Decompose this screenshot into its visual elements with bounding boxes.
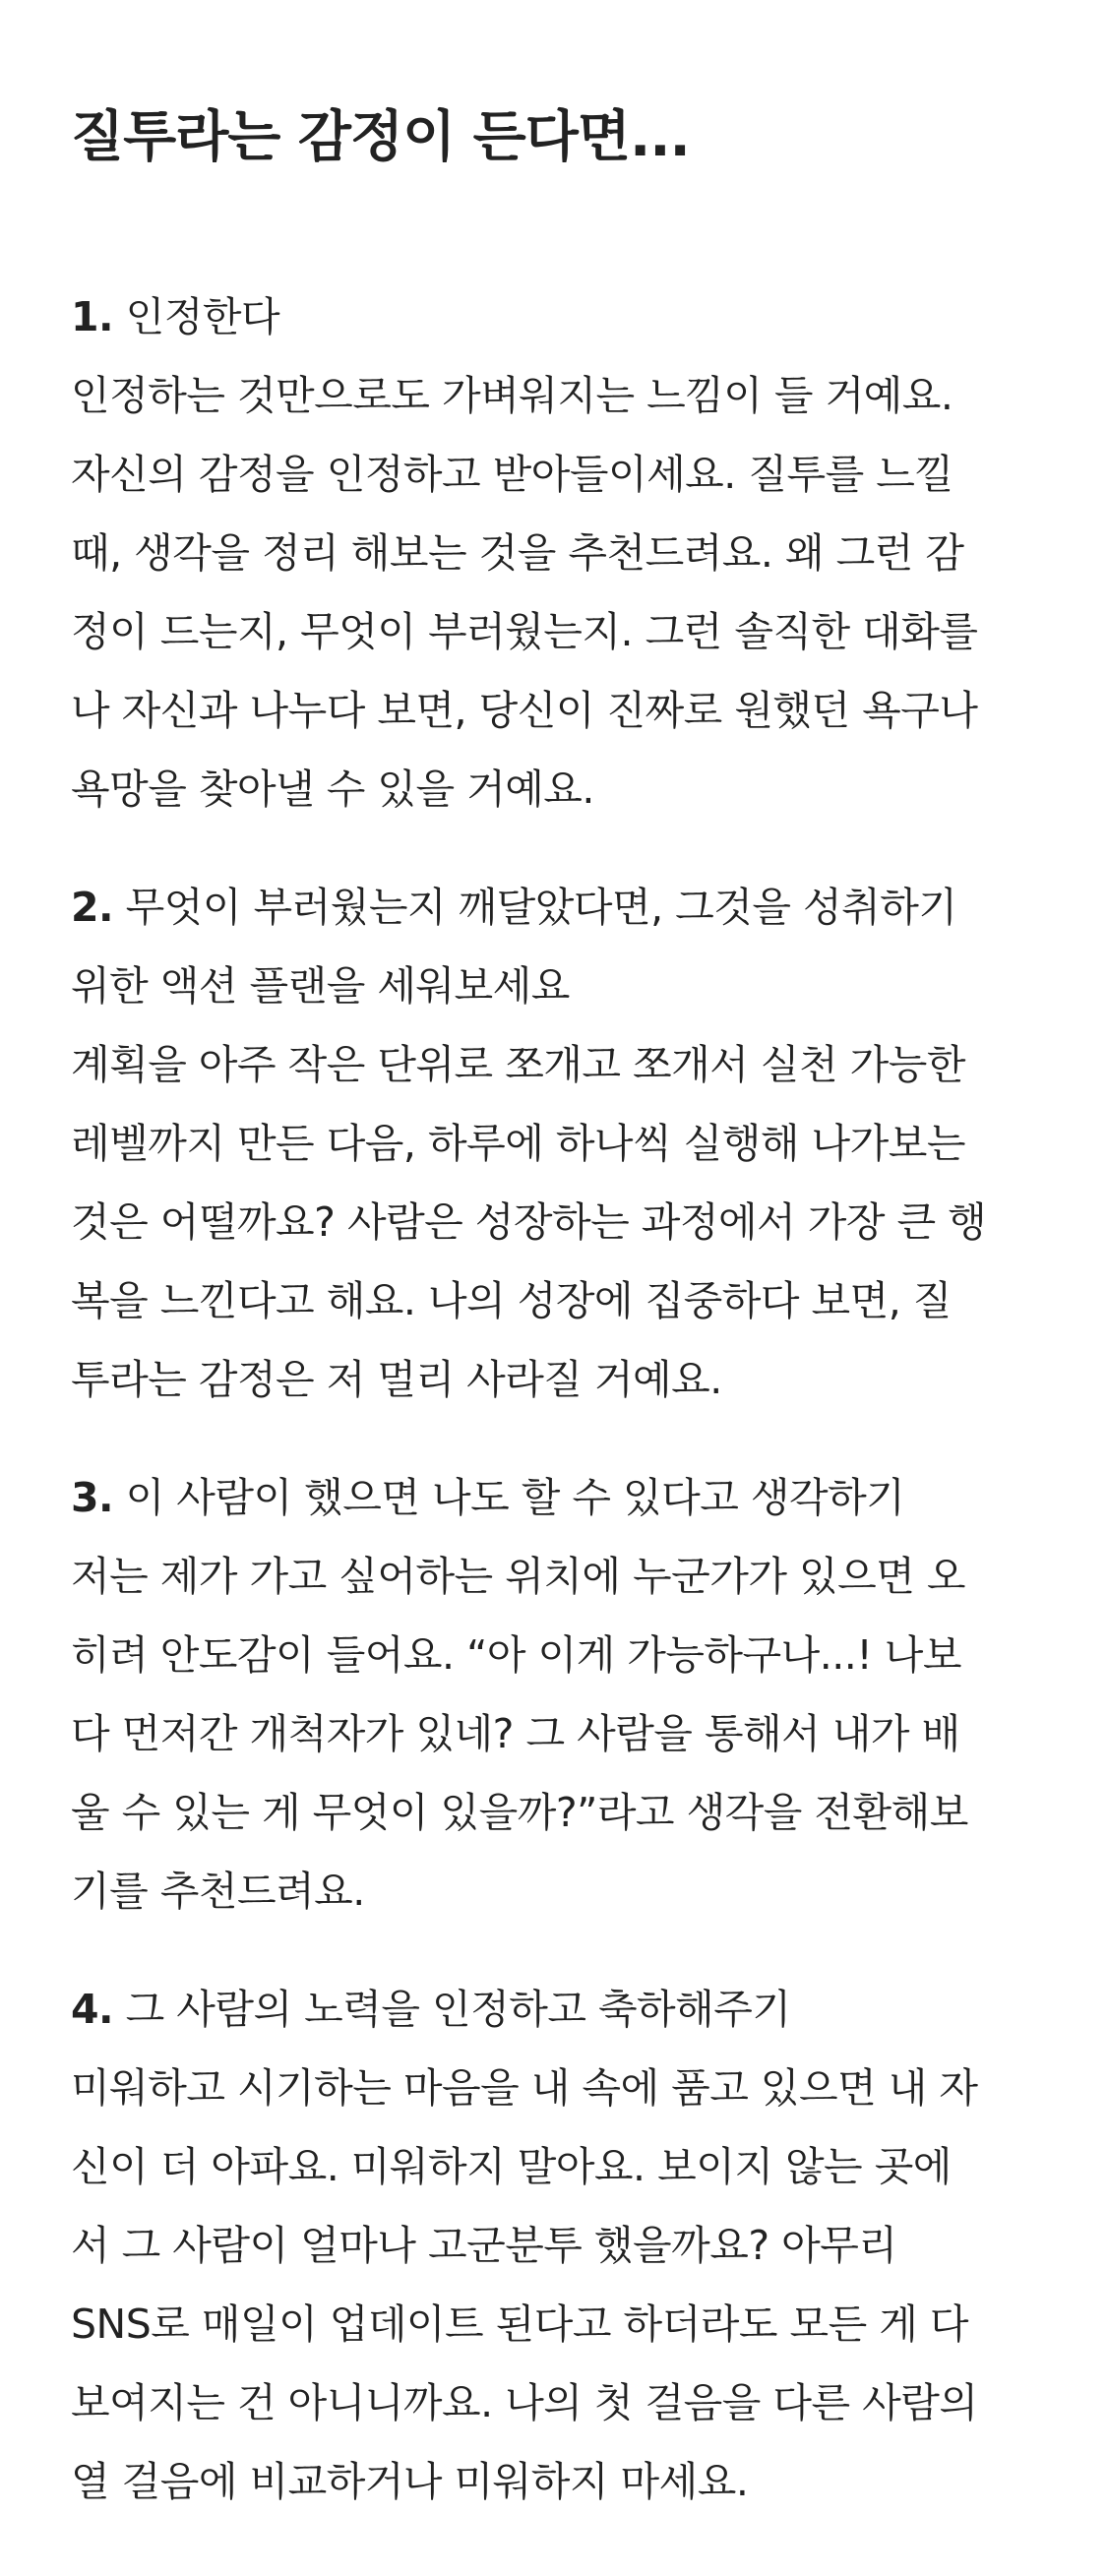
body-line: 미워하고 시기하는 마음을 내 속에 품고 있으면 내 자 (71, 2064, 978, 2112)
section-heading (71, 868, 1065, 947)
body-line: 다 먼저간 개척자가 있네? 그 사람을 통해서 내가 배 (71, 1710, 960, 1757)
body-line: 투라는 감정은 저 멀리 사라질 거예요. (71, 1356, 722, 1403)
body-line: 나 자신과 나누다 보면, 당신이 진짜로 원했던 욕구나 (71, 687, 978, 734)
body-line: 히려 안도감이 들어요. “아 이게 가능하구나...! 나보 (71, 1631, 962, 1679)
body-line: 저는 제가 가고 싶어하는 위치에 누군가가 있으면 오 (71, 1553, 965, 1600)
body-line: 욕망을 찾아낼 수 있을 거예요. (71, 766, 594, 813)
section-heading-text: 무엇이 부러웠는지 깨달았다면, 그것을 성취하기 (125, 884, 957, 931)
body-line: 기를 추천드려요. (71, 1868, 365, 1915)
body-line: 것은 어떨까요? 사람은 성장하는 과정에서 가장 큰 행 (71, 1198, 987, 1246)
section-number: 3. (71, 1474, 114, 1521)
body-line: 신이 더 아파요. 미워하지 말아요. 보이지 않는 곳에 (71, 2143, 952, 2190)
section-2 (71, 868, 1065, 1419)
section-number: 4. (71, 1986, 114, 2033)
section-heading (71, 1458, 1065, 1537)
section-3 (71, 1458, 1065, 1931)
section-heading-text: 그 사람의 노력을 인정하고 축하해주기 (125, 1986, 791, 2033)
section-1 (71, 277, 1065, 828)
body-line: 인정하는 것만으로도 가벼워지는 느낌이 들 거예요. (71, 372, 953, 419)
body-line: 레벨까지 만든 다음, 하루에 하나씩 실행해 나가보는 (71, 1120, 965, 1167)
body-line: 열 걸음에 비교하거나 미워하지 마세요. (71, 2458, 749, 2505)
body-line: 계획을 아주 작은 단위로 쪼개고 쪼개서 실천 가능한 (71, 1041, 965, 1088)
section-heading-text: 위한 액션 플랜을 세워보세요 (71, 962, 570, 1010)
body-line: 서 그 사람이 얼마나 고군분투 했을까요? 아무리 (71, 2222, 897, 2269)
section-heading-text: 이 사람이 했으면 나도 할 수 있다고 생각하기 (125, 1474, 905, 1521)
body-line: 자신의 감정을 인정하고 받아들이세요. 질투를 느낄 (71, 451, 953, 498)
page-title: 질투라는 감정이 든다면... (71, 105, 690, 169)
body-line: 때, 생각을 정리 해보는 것을 추천드려요. 왜 그런 감 (71, 529, 964, 577)
section-heading-text: 인정한다 (125, 293, 280, 340)
section-heading (71, 1970, 1065, 2049)
section-4 (71, 1970, 1065, 2521)
body-line: 보여지는 건 아니니까요. 나의 첫 걸음을 다른 사람의 (71, 2379, 978, 2426)
section-heading (71, 277, 1065, 356)
body-line: 울 수 있는 게 무엇이 있을까?”라고 생각을 전환해보 (71, 1789, 968, 1836)
body-line: SNS로 매일이 업데이트 된다고 하더라도 모든 게 다 (71, 2300, 968, 2348)
section-number: 2. (71, 884, 114, 931)
section-number: 1. (71, 293, 114, 340)
body-line: 정이 드는지, 무엇이 부러웠는지. 그런 솔직한 대화를 (71, 608, 978, 655)
body-line: 복을 느낀다고 해요. 나의 성장에 집중하다 보면, 질 (71, 1277, 952, 1324)
